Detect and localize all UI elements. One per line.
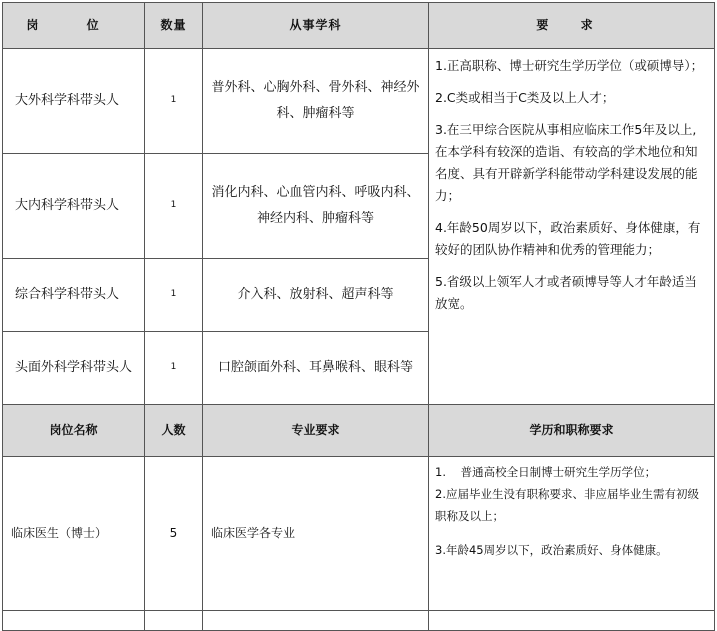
major-cell: 临床医学各专业: [203, 457, 429, 611]
empty-cell: [203, 611, 429, 631]
requirement-item: 1. 普通高校全日制博士研究生学历学位；: [435, 465, 657, 479]
subject-cell: 介入科、放射科、超声科等: [203, 259, 429, 332]
requirement-item: 3.在三甲综合医院从事相应临床工作5年及以上,在本学科有较深的造诣、有较高的学术地位和知名度、具有开辟新学科能带动学科建设发展的能力；: [435, 122, 698, 203]
recruitment-table: [2, 2, 715, 631]
table1-header-row: [3, 3, 715, 49]
empty-cell: [3, 611, 145, 631]
count-cell: 1: [145, 332, 203, 405]
table2-header-row: [3, 405, 715, 457]
table-row-partial: [3, 611, 715, 631]
count-cell: 1: [145, 49, 203, 154]
header-major: 专业要求: [203, 405, 429, 457]
requirement-item: 2.应届毕业生没有职称要求、非应届毕业生需有初级职称及以上；: [435, 487, 699, 523]
header-requirements: 要 求: [429, 3, 715, 49]
count-cell: 5: [145, 457, 203, 611]
header-headcount: 人数: [145, 405, 203, 457]
count-cell: 1: [145, 259, 203, 332]
count-cell: 1: [145, 154, 203, 259]
requirements-cell: [429, 457, 715, 611]
header-position-name: 岗位名称: [3, 405, 145, 457]
position-cell: 大内科学科带头人: [3, 154, 145, 259]
requirements-cell: [429, 49, 715, 405]
header-subject: 从事学科: [203, 3, 429, 49]
position-cell: 大外科学科带头人: [3, 49, 145, 154]
subject-cell: 口腔颌面外科、耳鼻喉科、眼科等: [203, 332, 429, 405]
table-row: [3, 457, 715, 611]
empty-cell: [429, 611, 715, 631]
requirement-item: 3.年龄45周岁以下，政治素质好、身体健康。: [435, 543, 668, 557]
empty-cell: [145, 611, 203, 631]
position-cell: 临床医生（博士）: [3, 457, 145, 611]
header-position: 岗 位: [3, 3, 145, 49]
position-cell: 头面外科学科带头人: [3, 332, 145, 405]
header-education-title: 学历和职称要求: [429, 405, 715, 457]
subject-cell: 消化内科、心血管内科、呼吸内科、神经内科、肿瘤科等: [203, 154, 429, 259]
table-row: [3, 49, 715, 154]
requirement-item: 1.正高职称、博士研究生学历学位（或硕博导）；: [435, 58, 704, 73]
subject-cell: 普外科、心胸外科、骨外科、神经外科、肿瘤科等: [203, 49, 429, 154]
header-count: 数量: [145, 3, 203, 49]
position-cell: 综合科学科带头人: [3, 259, 145, 332]
requirement-item: 5.省级以上领军人才或者硕博导等人才年龄适当放宽。: [435, 274, 697, 311]
requirement-item: 4.年龄50周岁以下，政治素质好、身体健康，有较好的团队协作精神和优秀的管理能力；: [435, 220, 701, 257]
requirement-item: 2.C类或相当于C类及以上人才；: [435, 90, 615, 105]
